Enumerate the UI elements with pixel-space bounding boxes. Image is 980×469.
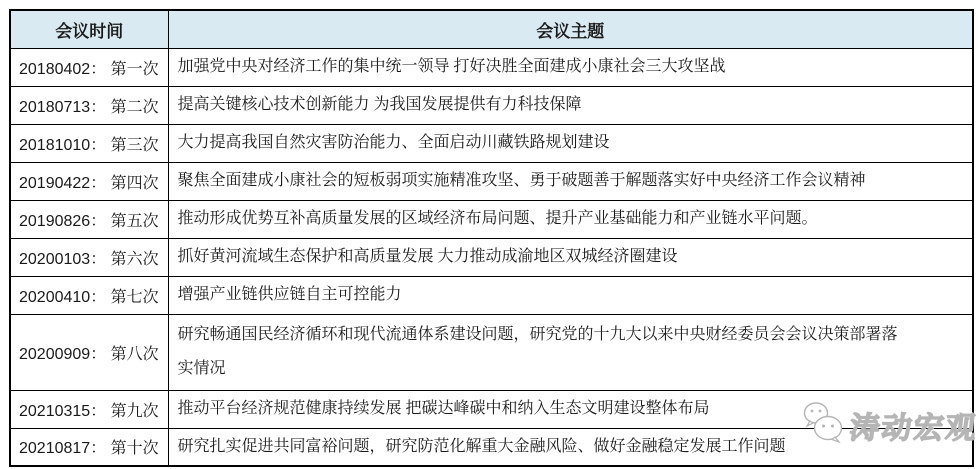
header-meeting-time: 会议时间 xyxy=(10,10,168,48)
meeting-time-cell: 20181010： 第三次 xyxy=(10,124,168,162)
table-row xyxy=(10,314,973,390)
meeting-time-cell: 20210817： 第十次 xyxy=(10,428,168,466)
meeting-topic-cell: 加强党中央对经济工作的集中统一领导 打好决胜全面建成小康社会三大攻坚战 xyxy=(168,48,973,86)
meeting-time-cell: 20180402： 第一次 xyxy=(10,48,168,86)
meeting-topic-cell: 推动平台经济规范健康持续发展 把碳达峰碳中和纳入生态文明建设整体布局 xyxy=(168,390,973,428)
meeting-topic-cell: 抓好黄河流域生态保护和高质量发展 大力推动成渝地区双城经济圈建设 xyxy=(168,238,973,276)
meeting-table xyxy=(9,9,974,467)
meeting-time-cell: 20190826： 第五次 xyxy=(10,200,168,238)
meeting-time-cell: 20200103： 第六次 xyxy=(10,238,168,276)
meeting-time-cell: 20200410： 第七次 xyxy=(10,276,168,314)
table-row xyxy=(10,162,973,200)
meeting-topic-cell: 聚焦全面建成小康社会的短板弱项实施精准攻坚、勇于破题善于解题落实好中央经济工作会议精神 xyxy=(168,162,973,200)
table-row xyxy=(10,238,973,276)
meeting-topic-cell: 研究扎实促进共同富裕问题，研究防范化解重大金融风险、做好金融稳定发展工作问题 xyxy=(168,428,973,466)
meeting-time-cell: 20210315： 第九次 xyxy=(10,390,168,428)
meeting-topic-cell: 增强产业链供应链自主可控能力 xyxy=(168,276,973,314)
meeting-table-body xyxy=(10,48,973,466)
watermark-label: 涛动宏观 xyxy=(847,411,980,445)
table-row xyxy=(10,48,973,86)
table-row xyxy=(10,200,973,238)
meeting-topic-cell: 推动形成优势互补高质量发展的区域经济布局问题、提升产业基础能力和产业链水平问题。 xyxy=(168,200,973,238)
meeting-table-container xyxy=(9,9,974,467)
header-meeting-topic: 会议主题 xyxy=(168,10,973,48)
table-row xyxy=(10,276,973,314)
table-row xyxy=(10,428,973,466)
meeting-time-cell: 20180713： 第二次 xyxy=(10,86,168,124)
table-row xyxy=(10,124,973,162)
table-row xyxy=(10,86,973,124)
table-row xyxy=(10,390,973,428)
meeting-time-cell: 20200909： 第八次 xyxy=(10,314,168,390)
meeting-topic-cell: 提高关键核心技术创新能力 为我国发展提供有力科技保障 xyxy=(168,86,973,124)
meeting-topic-cell: 大力提高我国自然灾害防治能力、全面启动川藏铁路规划建设 xyxy=(168,124,973,162)
meeting-time-cell: 20190422： 第四次 xyxy=(10,162,168,200)
header-row xyxy=(10,10,973,48)
meeting-topic-cell: 研究畅通国民经济循环和现代流通体系建设问题，研究党的十九大以来中央财经委员会会议决策部署落实情况 xyxy=(168,314,973,390)
